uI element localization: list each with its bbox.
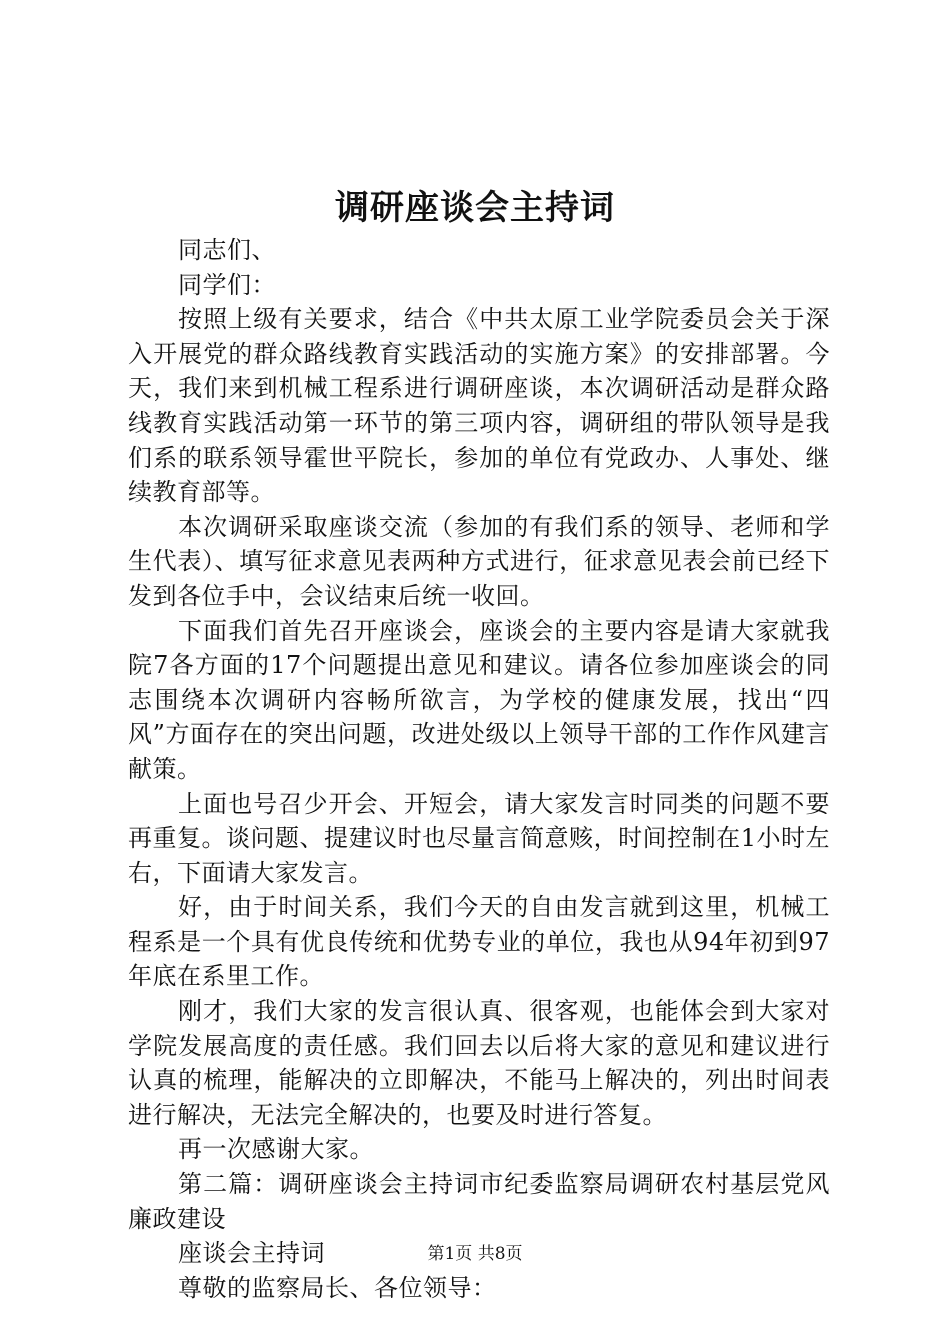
body-paragraph: 下面我们首先召开座谈会，座谈会的主要内容是请大家就我院7各方面的17个问题提出意见和建议。请各位参加座谈会的同志围绕本次调研内容畅所欲言，为学校的健康发展，找出“四风”方面存在的突出问题，改进处级以上领导干部的工作作风建言献策。 bbox=[128, 616, 830, 783]
body-paragraph: 按照上级有关要求，结合《中共太原工业学院委员会关于深入开展党的群众路线教育实践活动的实施方案》的安排部署。今天，我们来到机械工程系进行调研座谈，本次调研活动是群众路线教育实践活动第一环节的第三项内容，调研组的带队领导是我们系的联系领导霍世平院长，参加的单位有党政办、人事处、继续教育部等。 bbox=[128, 305, 830, 507]
body-paragraph: 上面也号召少开会、开短会，请大家发言时同类的问题不要再重复。谈问题、提建议时也尽量言简意赅，时间控制在1小时左右，下面请大家发言。 bbox=[128, 789, 830, 887]
salutation-paragraph: 尊敬的监察局长、各位领导： bbox=[178, 1273, 497, 1302]
body-paragraph: 刚才，我们大家的发言很认真、很客观，也能体会到大家对学院发展高度的责任感。我们回去以后将大家的意见和建议进行认真的梳理，能解决的立即解决，不能马上解决的，列出时间表进行解决，无法完全解决的，也要及时进行答复。 bbox=[128, 997, 830, 1129]
section-heading-paragraph: 第二篇：调研座谈会主持词市纪委监察局调研农村基层党风廉政建设 bbox=[128, 1170, 830, 1233]
page-footer: 第1页 共8页 bbox=[427, 1244, 523, 1264]
document-title: 调研座谈会主持词 bbox=[335, 188, 615, 228]
salutation-paragraph: 同志们、 bbox=[178, 236, 276, 264]
subheading-paragraph: 座谈会主持词 bbox=[178, 1239, 325, 1268]
document-body bbox=[128, 233, 830, 1305]
closing-paragraph: 再一次感谢大家。 bbox=[178, 1135, 374, 1164]
body-paragraph: 本次调研采取座谈交流（参加的有我们系的领导、老师和学生代表）、填写征求意见表两种方式进行，征求意见表会前已经下发到各位手中，会议结束后统一收回。 bbox=[128, 512, 830, 610]
salutation-paragraph: 同学们： bbox=[178, 270, 276, 299]
body-paragraph: 好，由于时间关系，我们今天的自由发言就到这里，机械工程系是一个具有优良传统和优势专业的单位，我也从94年初到97年底在系里工作。 bbox=[128, 893, 830, 991]
